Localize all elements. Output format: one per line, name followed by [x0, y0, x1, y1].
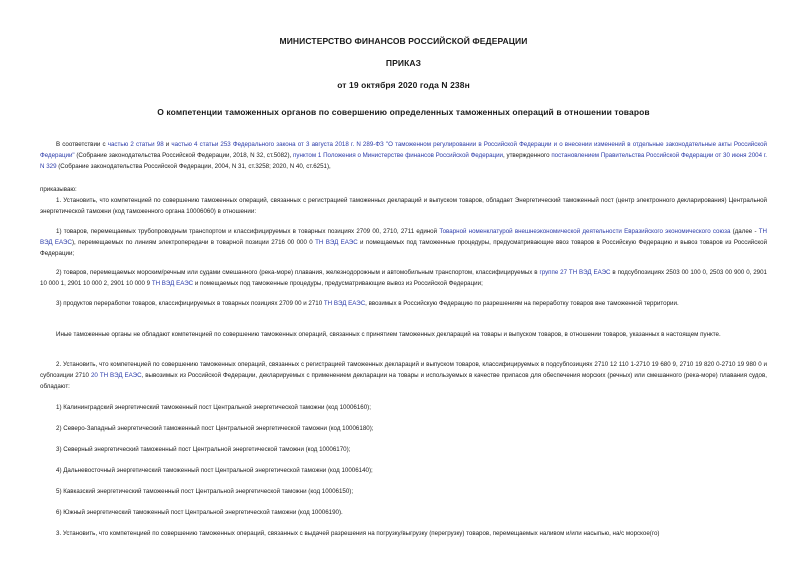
doc-title: О компетенции таможенных органов по совершению определенных таможенных операций в отношении товаров: [157, 107, 650, 117]
paragraph-1: 1. Установить, что компетенцией по совершению таможенных операций, связанных с регистрацией таможенных деклараций и выпуском товаров, обладает Энергетический таможенный пост (центр электронного декларирования) Центральной энергетической таможни (код таможенного органа 10006060) в отношении:: [40, 197, 767, 215]
list-item-1: 1) Калининградский энергетический таможенный пост Центральной энергетической таможни (код 10006160);: [56, 404, 371, 411]
link-federal-law-289fz[interactable]: частью 4 статьи 253 Федерального закона от 3 августа 2018 г. N 289-ФЗ "О таможенном регулировании в Российской Федерации и о внесении изменений в отдельные законодательные акты Российской Федерации": [40, 141, 767, 159]
list-item-5: 5) Кавказский энергетический таможенный пост Центральной энергетической таможни (код 10006150);: [56, 488, 354, 495]
list-item-4: 4) Дальневосточный энергетический таможенный пост Центральной энергетической таможни (код 10006140);: [56, 467, 373, 474]
link-tn-ved-short[interactable]: ТН ВЭД ЕАЭС: [40, 228, 767, 246]
paragraph-1-2: 2) товаров, перемещаемых морским/речным или судами смешанного (река-море) плавания, железнодорожным и автомобильным транспортом, классифицируемых в группе 27 ТН ВЭД ЕАЭС в подсубпозициях 2503 00 100 0, 2503 00 900 0, 2901 10 000 1, 2901 10 000 2, 2901 10 000 9 ТН ВЭД ЕАЭС и помещаемых под таможенные процедуры, предусматривающие вывоз из Российской Федерации;: [40, 269, 767, 287]
link-code-20[interactable]: 20 ТН ВЭД ЕАЭС: [90, 372, 142, 379]
link-eaeu-nomenclature[interactable]: Товарной номенклатурой внешнеэкономической деятельности Евразийского экономического союза: [439, 228, 731, 235]
link-group-27[interactable]: группе 27 ТН ВЭД ЕАЭС: [539, 269, 611, 276]
paragraph-3: 3. Установить, что компетенцией по совершению таможенных операций, связанных с выдачей разрешения на погрузку/выгрузку (перегрузку) товаров, перемещаемых наливом и/или насыпью, на/с морское(го): [56, 530, 660, 537]
paragraph-2: 2. Установить, что компетенцией по совершению таможенных операций, связанных с регистрацией таможенных деклараций и выпуском товаров, классифицируемых в подсубпозициях 2710 12 110 1-2710 19 680 9, 2710 19 820 0-2710 19 980 0 и субпозиции 2710 20 ТН ВЭД ЕАЭС, вывозимых из Российской Федерации, декларируемых с применением декларации на товары и используемых в качестве припасов для обеспечения морских (речных) или смешанного (река-море) плавания судов, обладают:: [40, 361, 767, 390]
list-item-6: 6) Южный энергетический таможенный пост Центральной энергетической таможни (код 10006190).: [56, 509, 343, 516]
list-item-2: 2) Северо-Западный энергетический таможенный пост Центральной энергетической таможни (код 10006180);: [56, 425, 374, 432]
doc-type-heading: ПРИКАЗ: [385, 58, 422, 68]
link-tn-ved-2710[interactable]: ТН ВЭД ЕАЭС: [323, 300, 366, 307]
paragraph-1-1: 1) товаров, перемещаемых трубопроводным транспортом и классифицируемых в товарных позициях 2709 00, 2710, 2711 единой Товарной номенклатурой внешнеэкономической деятельности Евразийского экономического союза (далее - ТН ВЭД ЕАЭС), перемещаемых по линиям электропередачи в товарной позиции 2716 00 000 0 ТН ВЭД ЕАЭС и помещаемых под таможенные процедуры, предусматривающие ввоз товаров в Российскую Федерацию и вывоз товаров из Российской Федерации;: [40, 228, 768, 257]
intro-paragraph: В соответствии с частью 2 статьи 98 и частью 4 статьи 253 Федерального закона от 3 августа 2018 г. N 289-ФЗ "О таможенном регулировании в Российской Федерации и о внесении изменений в отдельные законодательные акты Российской Федерации" (Собрание законодательства Российской Федерации, 2018, N 32, ст.5082), пунктом 1 Положения о Министерстве финансов Российской Федерации, утвержденного постановлением Правительства Российской Федерации от 30 июня 2004 г. N 329 (Собрание законодательства Российской Федерации, 2004, N 31, ст.3258; 2020, N 40, ст.6251),: [40, 141, 768, 170]
link-gov-decree-329[interactable]: постановлением Правительства Российской Федерации от 30 июня 2004 г. N 329: [40, 152, 768, 170]
orders-line: приказываю:: [40, 186, 77, 193]
link-ministry-regulation[interactable]: пунктом 1 Положения о Министерстве финансов Российской Федерации: [293, 152, 504, 159]
link-tn-ved-2901[interactable]: ТН ВЭД ЕАЭС: [151, 280, 194, 287]
ministry-heading: МИНИСТЕРСТВО ФИНАНСОВ РОССИЙСКОЙ ФЕДЕРАЦИИ: [279, 36, 528, 46]
list-item-3: 3) Северный энергетический таможенный пост Центральной энергетической таможни (код 10006170);: [56, 446, 351, 453]
link-tn-ved-2716[interactable]: ТН ВЭД ЕАЭС: [315, 239, 358, 246]
link-part2-art98[interactable]: частью 2 статьи 98: [107, 141, 164, 148]
paragraph-other-authorities: Иные таможенные органы не обладают компетенцией по совершению таможенных операций, связанных с принятием таможенных деклараций на товары и выпуском товаров, в отношении товаров, указанных в настоящем пункте.: [56, 331, 721, 338]
doc-date-number: от 19 октября 2020 года N 238н: [337, 80, 470, 90]
paragraph-1-3: 3) продуктов переработки товаров, классифицируемых в товарных позициях 2709 00 и 2710 ТН ВЭД ЕАЭС, ввозимых в Российскую Федерацию по разрешениям на переработку товаров вне таможенной территории.: [56, 300, 679, 307]
